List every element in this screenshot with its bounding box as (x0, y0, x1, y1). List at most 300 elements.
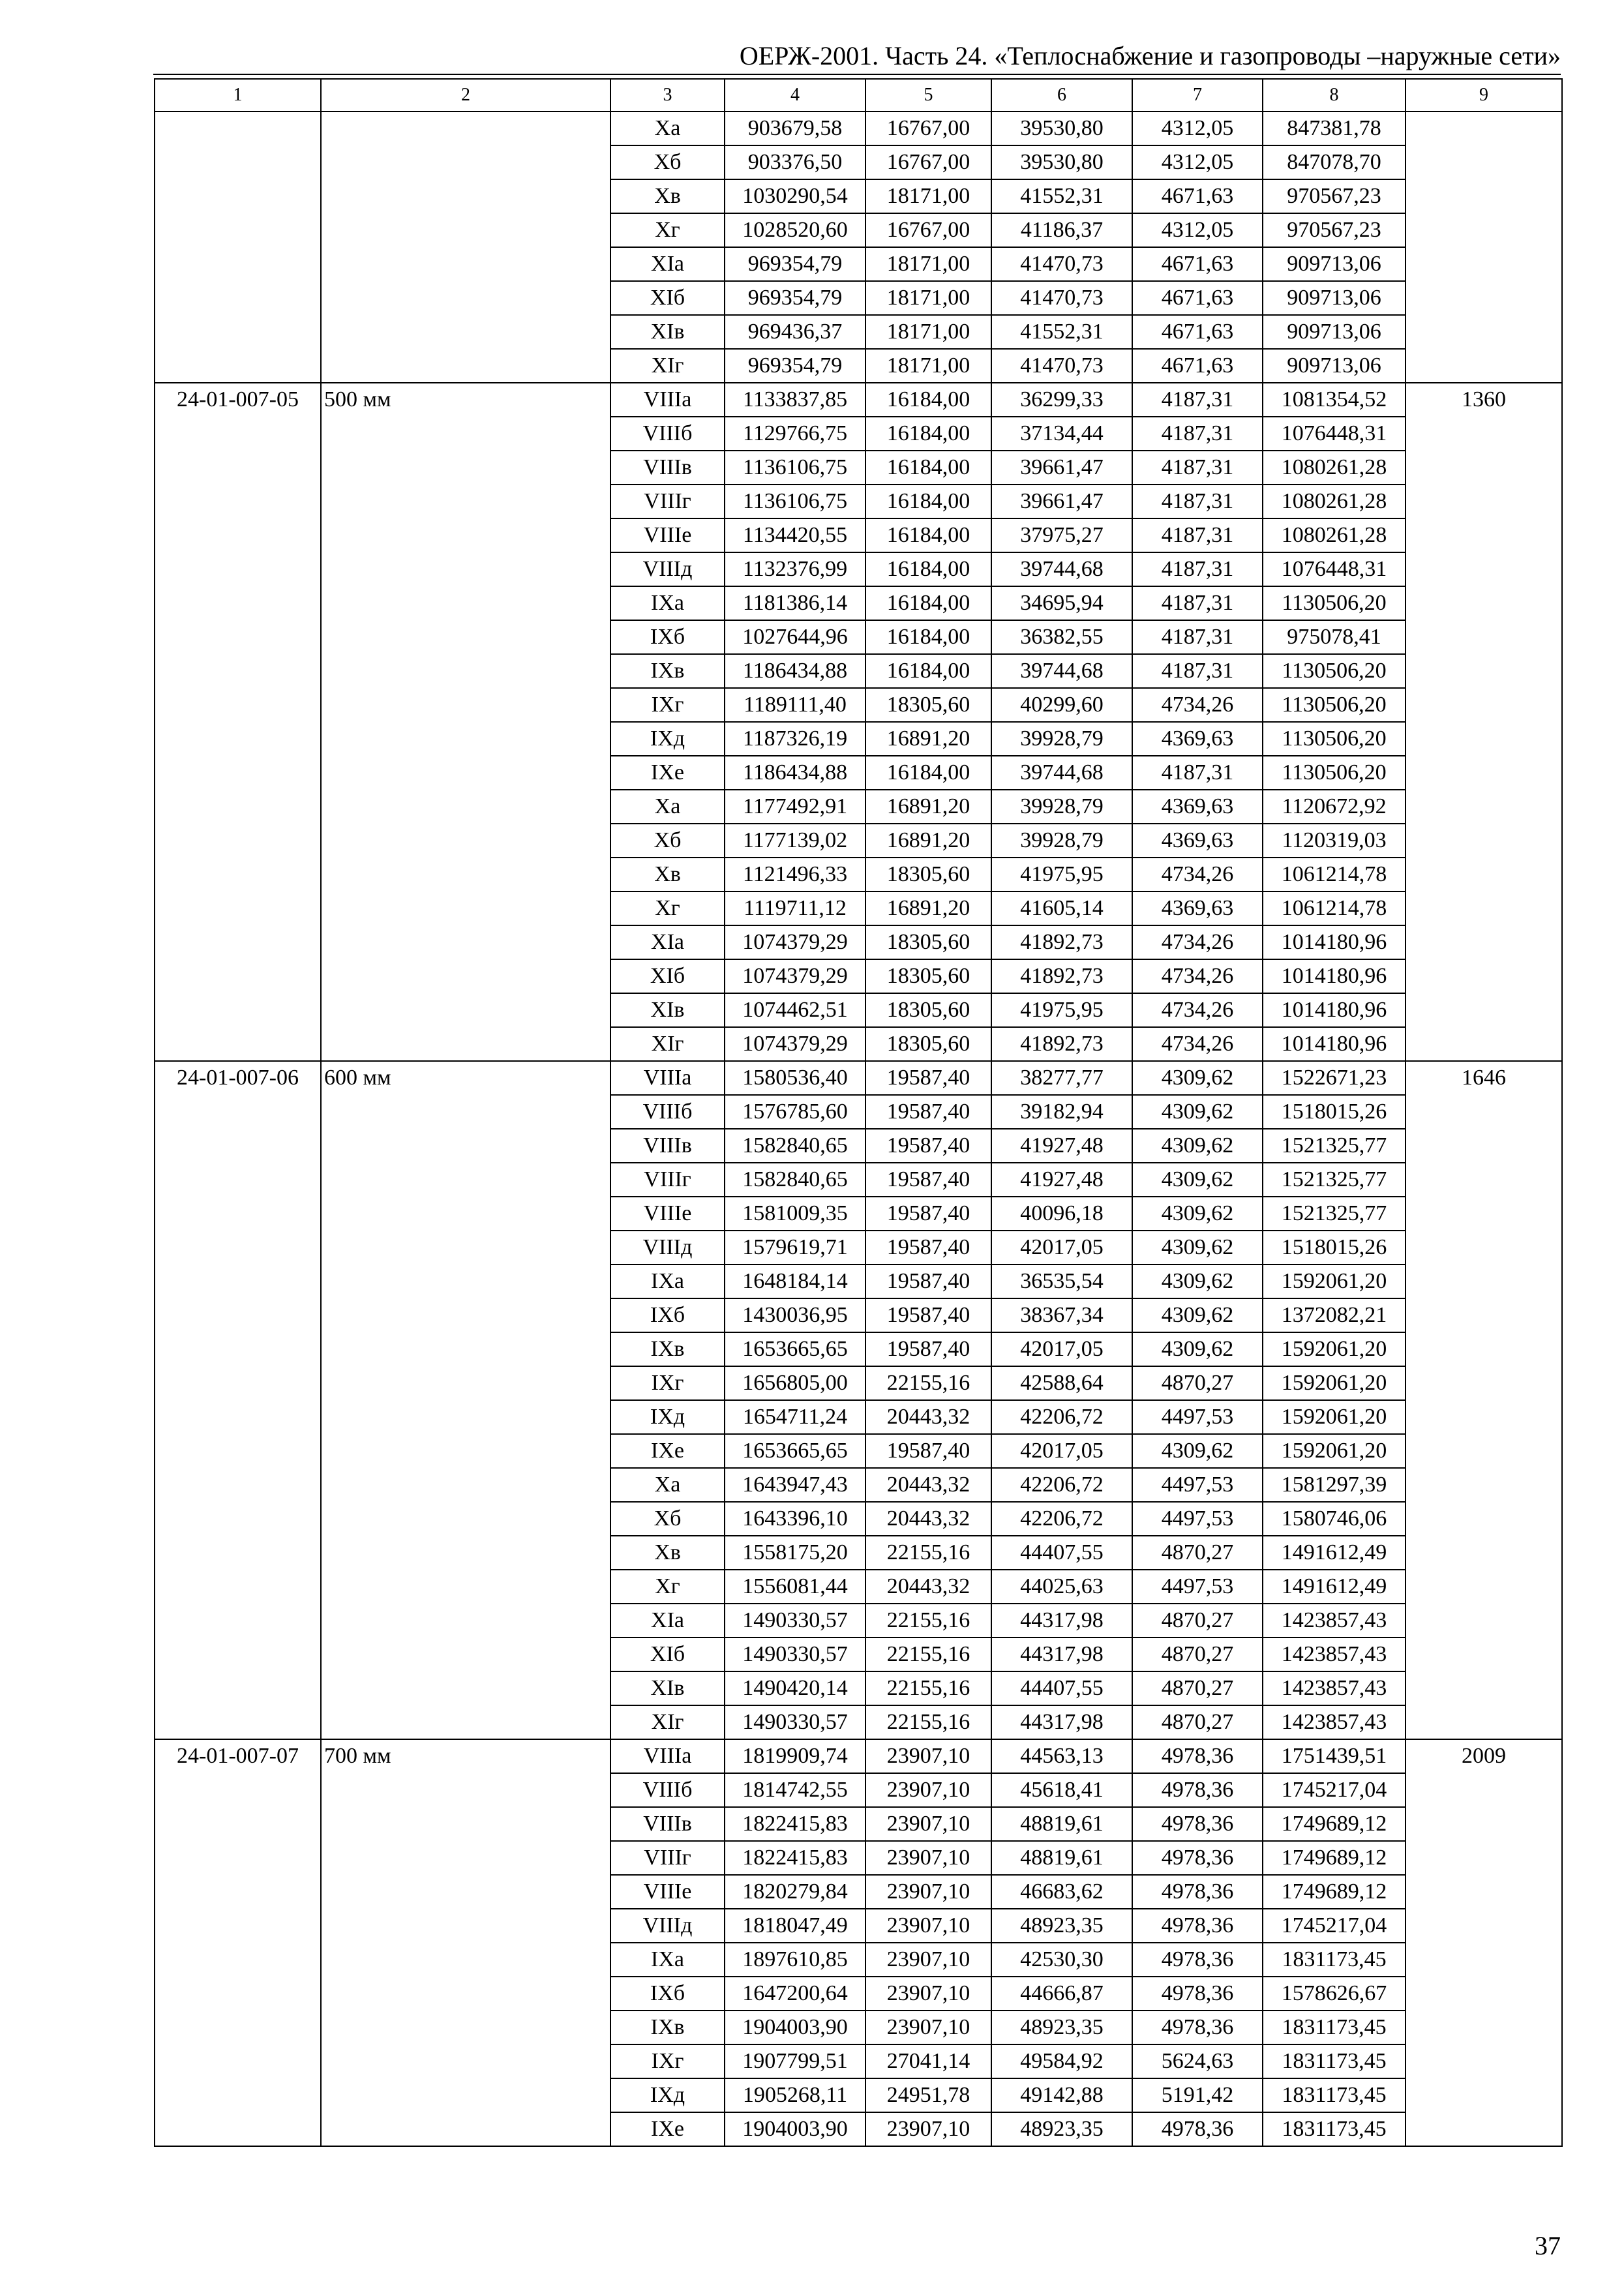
value-cell: 1518015,26 (1263, 1231, 1406, 1264)
value-cell: 1134420,55 (725, 518, 865, 552)
value-cell: 1130506,20 (1263, 688, 1406, 722)
zone-cell: VIIIб (610, 1095, 725, 1129)
value-cell: 4734,26 (1132, 858, 1263, 891)
value-cell: 1181386,14 (725, 586, 865, 620)
value-cell: 4870,27 (1132, 1638, 1263, 1671)
zone-cell: IXд (610, 2078, 725, 2112)
value-cell: 41470,73 (991, 247, 1132, 281)
value-cell: 44317,98 (991, 1604, 1132, 1638)
value-cell: 18171,00 (865, 179, 991, 213)
value-cell: 969354,79 (725, 281, 865, 315)
zone-cell: IXa (610, 1943, 725, 1977)
value-cell: 20443,32 (865, 1468, 991, 1502)
value-cell: 1521325,77 (1263, 1197, 1406, 1231)
column-number: 2 (321, 79, 610, 112)
value-cell: 1129766,75 (725, 417, 865, 451)
value-cell: 1490330,57 (725, 1638, 865, 1671)
value-cell: 22155,16 (865, 1671, 991, 1705)
value-cell: 23907,10 (865, 1841, 991, 1875)
value-cell: 18171,00 (865, 315, 991, 349)
value-cell: 48923,35 (991, 1909, 1132, 1943)
value-cell: 4309,62 (1132, 1298, 1263, 1332)
norm-code: 24-01-007-06 (155, 1061, 321, 1739)
value-cell: 1132376,99 (725, 552, 865, 586)
zone-cell: IXб (610, 1298, 725, 1332)
value-cell: 1905268,11 (725, 2078, 865, 2112)
value-cell: 48819,61 (991, 1807, 1132, 1841)
value-cell: 4309,62 (1132, 1197, 1263, 1231)
value-cell: 1136106,75 (725, 451, 865, 485)
value-cell: 1177492,91 (725, 790, 865, 824)
value-cell: 1186434,88 (725, 654, 865, 688)
value-cell: 41470,73 (991, 349, 1132, 383)
zone-cell: Xв (610, 179, 725, 213)
labor-cost-cell: 2009 (1406, 1739, 1562, 2146)
labor-cost-cell (1406, 112, 1562, 383)
value-cell: 1745217,04 (1263, 1909, 1406, 1943)
value-cell: 39661,47 (991, 485, 1132, 518)
value-cell: 4309,62 (1132, 1163, 1263, 1197)
value-cell: 1558175,20 (725, 1536, 865, 1570)
value-cell: 1490420,14 (725, 1671, 865, 1705)
zone-cell: XIa (610, 247, 725, 281)
zone-cell: XIг (610, 1027, 725, 1061)
value-cell: 4187,31 (1132, 485, 1263, 518)
value-cell: 4671,63 (1132, 349, 1263, 383)
zone-cell: VIIIе (610, 1875, 725, 1909)
value-cell: 4497,53 (1132, 1468, 1263, 1502)
value-cell: 38277,77 (991, 1061, 1132, 1095)
table-row (155, 1061, 1562, 1095)
value-cell: 4309,62 (1132, 1332, 1263, 1366)
value-cell: 44025,63 (991, 1570, 1132, 1604)
value-cell: 44407,55 (991, 1671, 1132, 1705)
value-cell: 1130506,20 (1263, 722, 1406, 756)
value-cell: 22155,16 (865, 1604, 991, 1638)
value-cell: 4978,36 (1132, 1943, 1263, 1977)
value-cell: 34695,94 (991, 586, 1132, 620)
value-cell: 1581297,39 (1263, 1468, 1406, 1502)
value-cell: 1592061,20 (1263, 1332, 1406, 1366)
value-cell: 4497,53 (1132, 1570, 1263, 1604)
value-cell: 4309,62 (1132, 1434, 1263, 1468)
value-cell: 4187,31 (1132, 417, 1263, 451)
value-cell: 1028520,60 (725, 213, 865, 247)
zone-cell: VIIIг (610, 485, 725, 518)
value-cell: 39744,68 (991, 552, 1132, 586)
value-cell: 903679,58 (725, 112, 865, 145)
value-cell: 41975,95 (991, 993, 1132, 1027)
zone-cell: IXе (610, 2112, 725, 2146)
value-cell: 1491612,49 (1263, 1570, 1406, 1604)
value-cell: 4978,36 (1132, 1739, 1263, 1773)
value-cell: 4978,36 (1132, 1773, 1263, 1807)
value-cell: 39182,94 (991, 1095, 1132, 1129)
value-cell: 1423857,43 (1263, 1671, 1406, 1705)
value-cell: 1831173,45 (1263, 2011, 1406, 2044)
value-cell: 1592061,20 (1263, 1400, 1406, 1434)
value-cell: 4734,26 (1132, 688, 1263, 722)
value-cell: 16184,00 (865, 383, 991, 417)
value-cell: 19587,40 (865, 1298, 991, 1332)
value-cell: 1014180,96 (1263, 1027, 1406, 1061)
value-cell: 16891,20 (865, 722, 991, 756)
value-cell: 20443,32 (865, 1400, 991, 1434)
value-cell: 42530,30 (991, 1943, 1132, 1977)
value-cell: 38367,34 (991, 1298, 1132, 1332)
value-cell: 16891,20 (865, 790, 991, 824)
value-cell: 4870,27 (1132, 1671, 1263, 1705)
value-cell: 4870,27 (1132, 1536, 1263, 1570)
value-cell: 1030290,54 (725, 179, 865, 213)
value-cell: 39744,68 (991, 654, 1132, 688)
zone-cell: VIIIе (610, 1197, 725, 1231)
table-body (155, 112, 1562, 2146)
zone-cell: IXв (610, 654, 725, 688)
value-cell: 1819909,74 (725, 1739, 865, 1773)
value-cell: 42206,72 (991, 1468, 1132, 1502)
value-cell: 1372082,21 (1263, 1298, 1406, 1332)
value-cell: 41892,73 (991, 959, 1132, 993)
value-cell: 1490330,57 (725, 1604, 865, 1638)
value-cell: 22155,16 (865, 1536, 991, 1570)
value-cell: 1081354,52 (1263, 383, 1406, 417)
value-cell: 970567,23 (1263, 179, 1406, 213)
page-number: 37 (1535, 2231, 1561, 2260)
zone-cell: Xб (610, 1502, 725, 1536)
zone-cell: VIIIг (610, 1163, 725, 1197)
zone-cell: IXг (610, 1366, 725, 1400)
value-cell: 20443,32 (865, 1502, 991, 1536)
zone-cell: XIб (610, 1638, 725, 1671)
value-cell: 49584,92 (991, 2044, 1132, 2078)
value-cell: 4369,63 (1132, 722, 1263, 756)
zone-cell: IXв (610, 2011, 725, 2044)
value-cell: 18305,60 (865, 858, 991, 891)
table-row (155, 1739, 1562, 1773)
value-cell: 22155,16 (865, 1638, 991, 1671)
zone-cell: Xв (610, 1536, 725, 1570)
zone-cell: VIIIг (610, 1841, 725, 1875)
value-cell: 4978,36 (1132, 2011, 1263, 2044)
zone-cell: IXг (610, 688, 725, 722)
value-cell: 1556081,44 (725, 1570, 865, 1604)
zone-cell: IXб (610, 620, 725, 654)
value-cell: 1080261,28 (1263, 451, 1406, 485)
zone-cell: VIIIв (610, 451, 725, 485)
zone-cell: Xa (610, 1468, 725, 1502)
value-cell: 37134,44 (991, 417, 1132, 451)
value-cell: 4187,31 (1132, 518, 1263, 552)
value-cell: 23907,10 (865, 1909, 991, 1943)
value-cell: 42017,05 (991, 1434, 1132, 1468)
zone-cell: XIг (610, 1705, 725, 1739)
value-cell: 969354,79 (725, 349, 865, 383)
value-cell: 1186434,88 (725, 756, 865, 790)
zone-cell: VIIIб (610, 1773, 725, 1807)
value-cell: 1130506,20 (1263, 654, 1406, 688)
value-cell: 909713,06 (1263, 349, 1406, 383)
header-rule (153, 74, 1561, 75)
value-cell: 1820279,84 (725, 1875, 865, 1909)
value-cell: 1080261,28 (1263, 518, 1406, 552)
value-cell: 1897610,85 (725, 1943, 865, 1977)
value-cell: 18171,00 (865, 281, 991, 315)
value-cell: 1907799,51 (725, 2044, 865, 2078)
value-cell: 23907,10 (865, 1773, 991, 1807)
labor-cost-cell: 1360 (1406, 383, 1562, 1061)
value-cell: 1578626,67 (1263, 1977, 1406, 2011)
value-cell: 1177139,02 (725, 824, 865, 858)
value-cell: 40096,18 (991, 1197, 1132, 1231)
value-cell: 1074379,29 (725, 925, 865, 959)
value-cell: 4978,36 (1132, 1909, 1263, 1943)
value-cell: 39661,47 (991, 451, 1132, 485)
value-cell: 1074462,51 (725, 993, 865, 1027)
value-cell: 4187,31 (1132, 620, 1263, 654)
value-cell: 1831173,45 (1263, 2112, 1406, 2146)
value-cell: 23907,10 (865, 1739, 991, 1773)
page-header: ОЕРЖ-2001. Часть 24. «Теплоснабжение и газопроводы –наружные сети» (739, 41, 1561, 70)
zone-cell: XIa (610, 925, 725, 959)
value-cell: 1643396,10 (725, 1502, 865, 1536)
value-cell: 18305,60 (865, 1027, 991, 1061)
value-cell: 18305,60 (865, 993, 991, 1027)
zone-cell: VIIIд (610, 552, 725, 586)
value-cell: 1061214,78 (1263, 891, 1406, 925)
zone-cell: Xб (610, 824, 725, 858)
price-table (154, 78, 1563, 2147)
value-cell: 4187,31 (1132, 552, 1263, 586)
zone-cell: VIIIa (610, 1061, 725, 1095)
value-cell: 23907,10 (865, 1807, 991, 1841)
value-cell: 4312,05 (1132, 145, 1263, 179)
value-cell: 4671,63 (1132, 247, 1263, 281)
value-cell: 4187,31 (1132, 451, 1263, 485)
value-cell: 1592061,20 (1263, 1366, 1406, 1400)
zone-cell: Xa (610, 112, 725, 145)
value-cell: 1822415,83 (725, 1807, 865, 1841)
value-cell: 1491612,49 (1263, 1536, 1406, 1570)
norm-name: 500 мм (321, 383, 610, 1061)
value-cell: 41605,14 (991, 891, 1132, 925)
value-cell: 42588,64 (991, 1366, 1132, 1400)
zone-cell: XIa (610, 1604, 725, 1638)
value-cell: 1120672,92 (1263, 790, 1406, 824)
value-cell: 18305,60 (865, 925, 991, 959)
value-cell: 4497,53 (1132, 1400, 1263, 1434)
value-cell: 4734,26 (1132, 925, 1263, 959)
value-cell: 41552,31 (991, 179, 1132, 213)
value-cell: 4187,31 (1132, 654, 1263, 688)
zone-cell: XIв (610, 993, 725, 1027)
value-cell: 4671,63 (1132, 315, 1263, 349)
value-cell: 4978,36 (1132, 1841, 1263, 1875)
value-cell: 19587,40 (865, 1163, 991, 1197)
value-cell: 16891,20 (865, 891, 991, 925)
value-cell: 4312,05 (1132, 213, 1263, 247)
value-cell: 1745217,04 (1263, 1773, 1406, 1807)
value-cell: 1423857,43 (1263, 1705, 1406, 1739)
value-cell: 36299,33 (991, 383, 1132, 417)
column-number: 3 (610, 79, 725, 112)
value-cell: 18305,60 (865, 959, 991, 993)
value-cell: 42206,72 (991, 1400, 1132, 1434)
value-cell: 909713,06 (1263, 315, 1406, 349)
zone-cell: VIIIв (610, 1129, 725, 1163)
value-cell: 42206,72 (991, 1502, 1132, 1536)
zone-cell: XIв (610, 315, 725, 349)
value-cell: 903376,50 (725, 145, 865, 179)
zone-cell: XIб (610, 959, 725, 993)
value-cell: 45618,41 (991, 1773, 1132, 1807)
value-cell: 1014180,96 (1263, 925, 1406, 959)
value-cell: 16184,00 (865, 586, 991, 620)
value-cell: 27041,14 (865, 2044, 991, 2078)
value-cell: 969436,37 (725, 315, 865, 349)
value-cell: 22155,16 (865, 1705, 991, 1739)
value-cell: 1580746,06 (1263, 1502, 1406, 1536)
zone-cell: VIIIa (610, 1739, 725, 1773)
value-cell: 16184,00 (865, 756, 991, 790)
value-cell: 4978,36 (1132, 2112, 1263, 2146)
value-cell: 1423857,43 (1263, 1638, 1406, 1671)
value-cell: 970567,23 (1263, 213, 1406, 247)
value-cell: 16767,00 (865, 145, 991, 179)
value-cell: 19587,40 (865, 1095, 991, 1129)
zone-cell: IXд (610, 722, 725, 756)
value-cell: 24951,78 (865, 2078, 991, 2112)
zone-cell: Xг (610, 891, 725, 925)
value-cell: 1581009,35 (725, 1197, 865, 1231)
zone-cell: IXд (610, 1400, 725, 1434)
value-cell: 1648184,14 (725, 1264, 865, 1298)
value-cell: 16767,00 (865, 112, 991, 145)
value-cell: 49142,88 (991, 2078, 1132, 2112)
value-cell: 41892,73 (991, 925, 1132, 959)
value-cell: 1518015,26 (1263, 1095, 1406, 1129)
value-cell: 4309,62 (1132, 1129, 1263, 1163)
value-cell: 1076448,31 (1263, 552, 1406, 586)
value-cell: 19587,40 (865, 1264, 991, 1298)
value-cell: 4369,63 (1132, 891, 1263, 925)
value-cell: 1592061,20 (1263, 1434, 1406, 1468)
value-cell: 44317,98 (991, 1638, 1132, 1671)
value-cell: 1831173,45 (1263, 1943, 1406, 1977)
zone-cell: IXa (610, 1264, 725, 1298)
value-cell: 16184,00 (865, 654, 991, 688)
value-cell: 4312,05 (1132, 112, 1263, 145)
value-cell: 4870,27 (1132, 1604, 1263, 1638)
value-cell: 1653665,65 (725, 1332, 865, 1366)
value-cell: 48819,61 (991, 1841, 1132, 1875)
zone-cell: VIIIa (610, 383, 725, 417)
value-cell: 23907,10 (865, 1943, 991, 1977)
value-cell: 1904003,90 (725, 2011, 865, 2044)
value-cell: 16767,00 (865, 213, 991, 247)
value-cell: 1074379,29 (725, 1027, 865, 1061)
zone-cell: IXa (610, 586, 725, 620)
value-cell: 1080261,28 (1263, 485, 1406, 518)
zone-cell: VIIIв (610, 1807, 725, 1841)
value-cell: 1814742,55 (725, 1773, 865, 1807)
value-cell: 4671,63 (1132, 281, 1263, 315)
value-cell: 48923,35 (991, 2112, 1132, 2146)
zone-cell: VIIIе (610, 518, 725, 552)
value-cell: 1831173,45 (1263, 2078, 1406, 2112)
value-cell: 975078,41 (1263, 620, 1406, 654)
value-cell: 1582840,65 (725, 1163, 865, 1197)
value-cell: 4870,27 (1132, 1705, 1263, 1739)
value-cell: 4870,27 (1132, 1366, 1263, 1400)
value-cell: 18305,60 (865, 688, 991, 722)
value-cell: 19587,40 (865, 1197, 991, 1231)
zone-cell: Xб (610, 145, 725, 179)
value-cell: 1822415,83 (725, 1841, 865, 1875)
value-cell: 4671,63 (1132, 179, 1263, 213)
value-cell: 41927,48 (991, 1129, 1132, 1163)
value-cell: 19587,40 (865, 1434, 991, 1468)
value-cell: 39744,68 (991, 756, 1132, 790)
value-cell: 1582840,65 (725, 1129, 865, 1163)
column-number: 8 (1263, 79, 1406, 112)
zone-cell: Xг (610, 1570, 725, 1604)
value-cell: 1014180,96 (1263, 993, 1406, 1027)
value-cell: 4978,36 (1132, 1875, 1263, 1909)
value-cell: 1580536,40 (725, 1061, 865, 1095)
value-cell: 4734,26 (1132, 1027, 1263, 1061)
value-cell: 36382,55 (991, 620, 1132, 654)
value-cell: 1119711,12 (725, 891, 865, 925)
value-cell: 1521325,77 (1263, 1129, 1406, 1163)
value-cell: 4978,36 (1132, 1807, 1263, 1841)
value-cell: 4734,26 (1132, 993, 1263, 1027)
value-cell: 1490330,57 (725, 1705, 865, 1739)
value-cell: 16184,00 (865, 485, 991, 518)
table-row (155, 112, 1562, 145)
value-cell: 16184,00 (865, 518, 991, 552)
value-cell: 1522671,23 (1263, 1061, 1406, 1095)
value-cell: 969354,79 (725, 247, 865, 281)
value-cell: 1133837,85 (725, 383, 865, 417)
column-number: 5 (865, 79, 991, 112)
value-cell: 1904003,90 (725, 2112, 865, 2146)
norm-name: 700 мм (321, 1739, 610, 2146)
value-cell: 41927,48 (991, 1163, 1132, 1197)
column-number-row (155, 79, 1562, 112)
value-cell: 19587,40 (865, 1231, 991, 1264)
column-number: 1 (155, 79, 321, 112)
zone-cell: IXе (610, 756, 725, 790)
value-cell: 1074379,29 (725, 959, 865, 993)
value-cell: 1579619,71 (725, 1231, 865, 1264)
norm-code: 24-01-007-05 (155, 383, 321, 1061)
value-cell: 4309,62 (1132, 1231, 1263, 1264)
value-cell: 19587,40 (865, 1061, 991, 1095)
value-cell: 20443,32 (865, 1570, 991, 1604)
value-cell: 39928,79 (991, 790, 1132, 824)
zone-cell: VIIIд (610, 1231, 725, 1264)
value-cell: 847078,70 (1263, 145, 1406, 179)
norm-name: 600 мм (321, 1061, 610, 1739)
zone-cell: IXе (610, 1434, 725, 1468)
value-cell: 1130506,20 (1263, 586, 1406, 620)
value-cell: 1647200,64 (725, 1977, 865, 2011)
value-cell: 1430036,95 (725, 1298, 865, 1332)
value-cell: 4187,31 (1132, 586, 1263, 620)
value-cell: 1643947,43 (725, 1468, 865, 1502)
value-cell: 5191,42 (1132, 2078, 1263, 2112)
